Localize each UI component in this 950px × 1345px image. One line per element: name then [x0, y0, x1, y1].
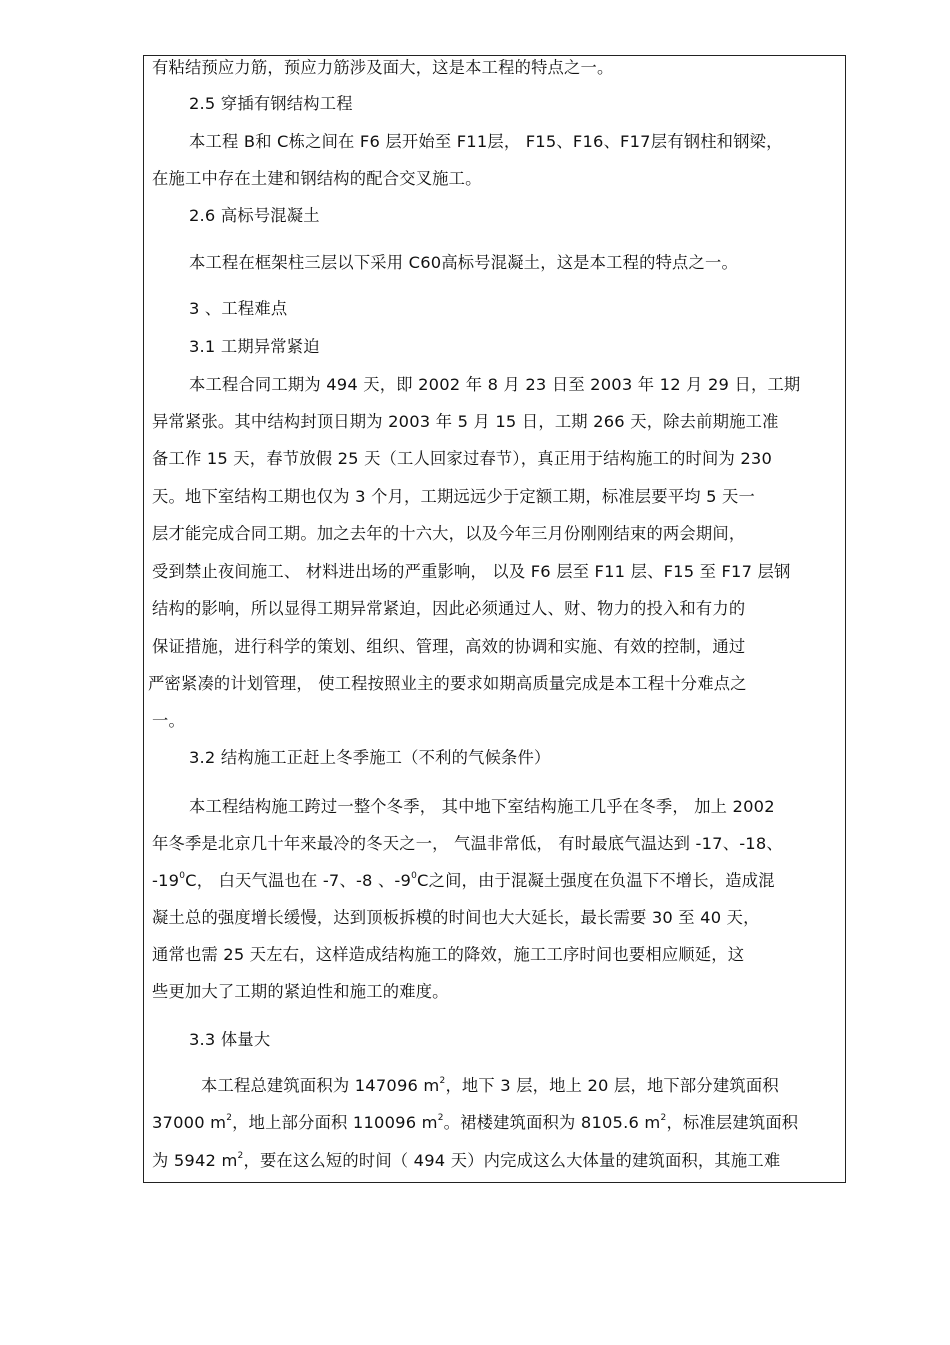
text-line: 备工作 15 天，春节放假 25 天（工人回家过春节），真正用于结构施工的时间为 230 — [152, 449, 773, 468]
text-line: 天。地下室结构工期也仅为 3 个月，工期远远少于定额工期，标准层要平均 5 天一 — [152, 487, 755, 506]
text-line: 本工程 B和 C栋之间在 F6 层开始至 F11层， F15、F16、F17层有钢柱和钢梁， — [189, 132, 783, 151]
section-heading: 2.6 高标号混凝土 — [189, 206, 320, 225]
text-line: 本工程结构施工跨过一整个冬季， 其中地下室结构施工几乎在冬季， 加上 2002 — [189, 797, 775, 816]
text-line: 本工程合同工期为 494 天，即 2002 年 8 月 23 日至 2003 年 12 月 29 日，工期 — [189, 375, 801, 394]
text-line: 受到禁止夜间施工、 材料进出场的严重影响， 以及 F6 层至 F11 层、F15 至 F17 层钢 — [152, 562, 791, 581]
section-heading: 3.3 体量大 — [189, 1030, 271, 1049]
text-line: 凝土总的强度增长缓慢，达到顶板拆模的时间也大大延长，最长需要 30 至 40 天， — [152, 908, 760, 927]
text-line: 异常紧张。其中结构封顶日期为 2003 年 5 月 15 日，工期 266 天，除去前期施工准 — [152, 412, 779, 431]
document-frame — [143, 55, 846, 1183]
section-heading: 3 、工程难点 — [189, 299, 288, 318]
text-line: 本工程在框架柱三层以下采用 C60高标号混凝土，这是本工程的特点之一。 — [189, 253, 738, 272]
text-line: 一。 — [152, 711, 185, 730]
text-line-area: 本工程总建筑面积为 147096 $m^2$，地下 3 层，地上 20 层，地下部分建筑面积 — [201, 1076, 779, 1095]
text-line-area: 为 5942 $m^2$，要在这么短的时间（ 494 天）内完成这么大体量的建筑面积，其施工难 — [152, 1151, 781, 1170]
text-line: 通常也需 25 天左右，这样造成结构施工的降效，施工工序时间也要相应顺延，这 — [152, 945, 745, 964]
text-line-area: 37000 $m^2$，地上部分面积 110096 $m^2$。裙楼建筑面积为 8105.6 $m^2$，标准层建筑面积 — [152, 1113, 799, 1132]
section-heading: 2.5 穿插有钢结构工程 — [189, 94, 353, 113]
text-line: 些更加大了工期的紧迫性和施工的难度。 — [152, 982, 449, 1001]
section-heading: 3.1 工期异常紧迫 — [189, 337, 320, 356]
text-line: 在施工中存在土建和钢结构的配合交叉施工。 — [152, 169, 482, 188]
text-line: 有粘结预应力筋，预应力筋涉及面大，这是本工程的特点之一。 — [152, 58, 614, 77]
text-line: 保证措施，进行科学的策划、组织、管理，高效的协调和实施、有效的控制，通过 — [152, 637, 746, 656]
text-line: 年冬季是北京几十年来最冷的冬天之一， 气温非常低， 有时最底气温达到 -17、-18、 — [152, 834, 783, 853]
text-line: 严密紧凑的计划管理， 使工程按照业主的要求如期高质量完成是本工程十分难点之 — [148, 674, 747, 693]
section-heading: 3.2 结构施工正赶上冬季施工（不利的气候条件） — [189, 748, 551, 767]
text-line: 层才能完成合同工期。加之去年的十六大，以及今年三月份刚刚结束的两会期间， — [152, 524, 746, 543]
text-line-temperature: $-19^0C$， 白天气温也在 -7、-8 、$-9^0C$之间，由于混凝土强度在负温下不增长，造成混 — [152, 871, 775, 890]
text-line: 结构的影响，所以显得工期异常紧迫，因此必须通过人、财、物力的投入和有力的 — [152, 599, 746, 618]
